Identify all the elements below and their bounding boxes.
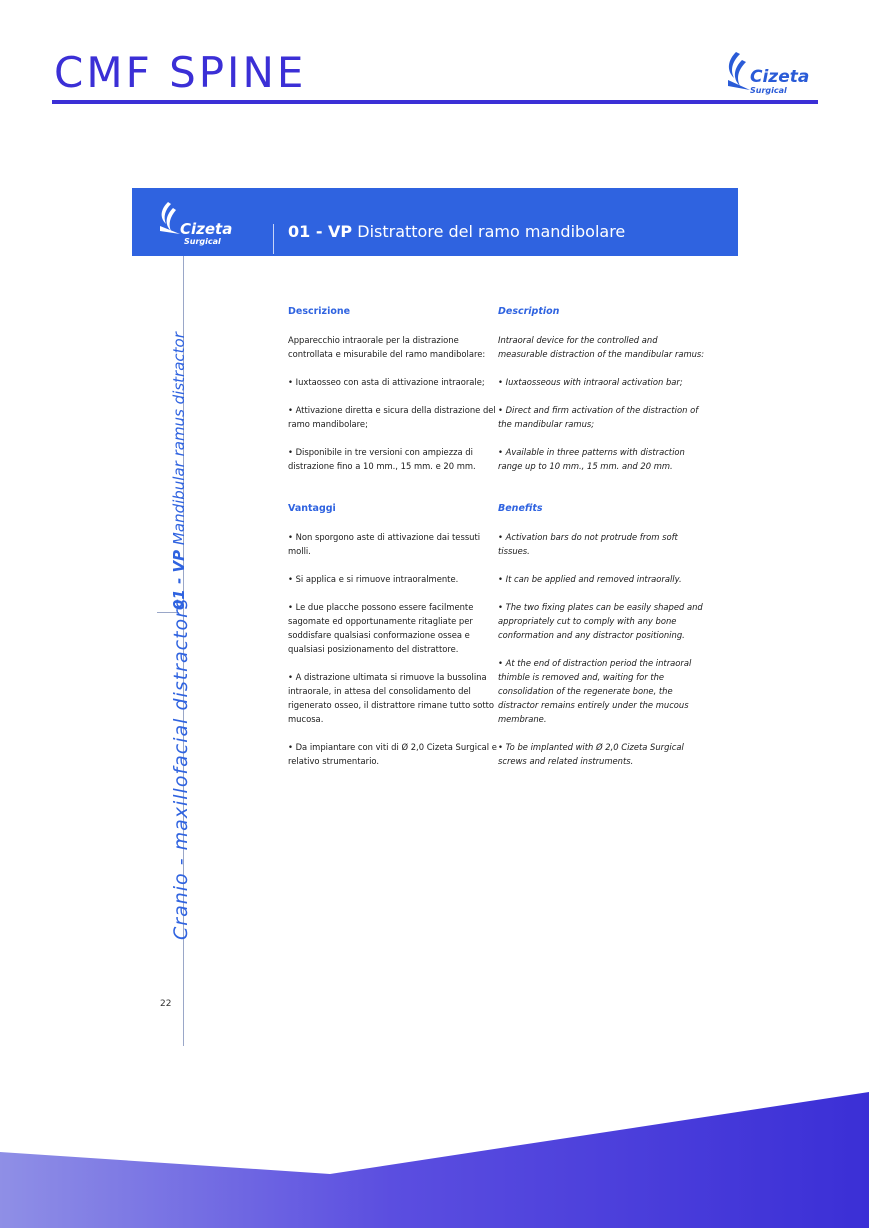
- banner-separator: [273, 224, 274, 254]
- italian-description-heading: Descrizione: [288, 306, 351, 317]
- product-banner: [132, 188, 738, 256]
- banner-title: [288, 222, 625, 241]
- page-title: CMF SPINE: [54, 48, 307, 97]
- banner-logo: [156, 200, 246, 246]
- page-number: 22: [160, 999, 172, 1009]
- header-rule: [52, 100, 818, 104]
- english-benefit-item: • The two fixing plates can be easily shaped and appropriately cut to comply with any bone conformation and any distractor positioning.: [498, 602, 703, 640]
- english-benefit-item: • At the end of distraction period the intraoral thimble is removed and, waiting for the consolidation of the regenerate bone, the distractor remains entirely under the mucous membrane.: [498, 658, 692, 724]
- english-description-heading: Description: [498, 306, 560, 317]
- sidebar-category: Cranio - maxillofacial distractors: [170, 598, 192, 940]
- brand-logo-name: Cizeta: [750, 67, 810, 87]
- brand-logo: [722, 50, 822, 100]
- banner-logo-name: Cizeta: [180, 220, 233, 238]
- english-benefits: [498, 503, 708, 782]
- italian-description: [288, 306, 498, 487]
- english-description-item: • Direct and firm activation of the distraction of the mandibular ramus;: [498, 405, 699, 429]
- italian-benefit-item: • A distrazione ultimata si rimuove la bussolina intraorale, in attesa del consolidamento del rigenerato osseo, il distrattore rimane tutto sotto mucosa.: [288, 672, 495, 724]
- italian-benefits: [288, 503, 498, 782]
- english-description: [498, 306, 708, 487]
- english-description-item: • Available in three patterns with distraction range up to 10 mm., 15 mm. and 20 mm.: [498, 447, 685, 471]
- english-benefits-heading: Benefits: [498, 503, 543, 514]
- banner-title-text: Distrattore del ramo mandibolare: [357, 222, 626, 241]
- italian-benefit-item: • Da impiantare con viti di Ø 2,0 Cizeta Surgical e relativo strumentario.: [288, 742, 497, 766]
- banner-code: 01 - VP: [288, 222, 353, 241]
- italian-description-item: • Disponibile in tre versioni con ampiezza di distrazione fino a 10 mm., 15 mm. e 20 mm.: [288, 447, 476, 471]
- sidebar-product-code: 01 - VP: [170, 549, 188, 610]
- sidebar-product-name: Mandibular ramus distractor: [170, 332, 188, 546]
- italian-description-item: • Iuxtaosseo con asta di attivazione intraorale;: [288, 377, 485, 387]
- italian-description-item: • Attivazione diretta e sicura della distrazione del ramo mandibolare;: [288, 405, 496, 429]
- english-benefit-item: • It can be applied and removed intraorally.: [498, 574, 682, 584]
- italian-benefits-heading: Vantaggi: [288, 503, 336, 514]
- english-description-item: • Iuxtaosseous with intraoral activation bar;: [498, 377, 683, 387]
- italian-description-item: Apparecchio intraorale per la distrazione controllata e misurabile del ramo mandibolare:: [288, 335, 486, 359]
- italian-benefit-item: • Non sporgono aste di attivazione dai tessuti molli.: [288, 532, 481, 556]
- italian-benefit-item: • Si applica e si rimuove intraoralmente.: [288, 574, 459, 584]
- brand-logo-sub: Surgical: [750, 86, 787, 95]
- sidebar-product-label: [170, 332, 188, 610]
- banner-mark-icon: [156, 200, 182, 240]
- english-description-item: Intraoral device for the controlled and measurable distraction of the mandibular ramus:: [498, 335, 705, 359]
- banner-logo-sub: Surgical: [184, 237, 221, 246]
- italian-benefit-item: • Le due placche possono essere facilmente sagomate ed opportunamente ritagliate per soddisfare qualsiasi conformazione ossea e qualsiasi posizionamento del distrattore.: [288, 602, 474, 654]
- english-benefit-item: • Activation bars do not protrude from soft tissues.: [498, 532, 678, 556]
- footer-wedge: [0, 1080, 869, 1228]
- english-benefit-item: • To be implanted with Ø 2,0 Cizeta Surgical screws and related instruments.: [498, 742, 684, 766]
